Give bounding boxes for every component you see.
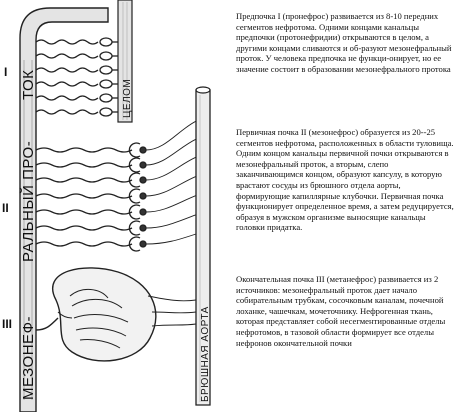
metanephros-description: Окончательная почка III (метанефрос) развивается из 2 источников: мезонефральный проток дает начало собирательным трубкам, сосочковым каналам, почечной лоханке, чашечкам, мочеточнику. Нефрогенная ткань, которая представляет собой несегментированные отделы нефротомов, в тазовой области формирует все отделы нефронов окончательной почки xyxy=(236,274,446,348)
aortic-vessel xyxy=(146,196,196,212)
duct-label-part-1: МЕЗОНЕФ- xyxy=(20,316,37,400)
nephrostome xyxy=(100,94,112,102)
pronephric-tubule xyxy=(36,82,98,86)
nephrostome xyxy=(100,108,112,116)
mesonephros-description: Первичная почка II (мезонефрос) образуется из 20--25 сегментов нефротома, расположенных в области туловища. Одним концом канальцы первичной почки открываются в мезонефральный проток, а вторым, слепо заканчивающимся концом, образуют капсулу, в которую врастают сосуды из брюшного отдела аорты, формирующие капиллярные клубочки. Первичная почка функционирует определенное время, а затем редуцируется, образуя в мужском организме выносящие канальцы головки придатка. xyxy=(236,127,454,233)
pronephros-description: Предпочка I (пронефрос) развивается из 8-10 передних сегментов нефротома. Одними концами канальцы предпочки (протонефридии) открываются в целом, а другими концами сливаются и об-разуют мезонефральный проток. У человека предпочка не функци-онирует, но ее значение состоит в образовании мезонефрального протока xyxy=(236,11,452,74)
stage-label-3: III xyxy=(2,317,13,331)
nephrostome xyxy=(100,80,112,88)
mesonephric-tubule xyxy=(36,148,132,152)
aorta-label: БРЮШНАЯ АОРТА xyxy=(200,306,211,402)
aortic-vessel xyxy=(146,234,196,244)
mesonephric-tubule xyxy=(36,210,132,214)
duct-label-part-3: ТОК xyxy=(20,69,37,100)
pronephric-tubule xyxy=(36,96,98,100)
glomerulus xyxy=(140,209,146,215)
mesonephric-tubule xyxy=(36,178,132,182)
stage-label-2: II xyxy=(2,201,9,215)
metanephros xyxy=(36,268,196,361)
glomerulus xyxy=(140,162,146,168)
mesonephros-tubules xyxy=(36,121,196,251)
mesonephric-tubule xyxy=(36,226,132,230)
glomerulus xyxy=(140,147,146,153)
metanephros-kidney xyxy=(53,268,156,361)
aortic-vessel xyxy=(146,157,196,180)
aortic-vessel xyxy=(146,215,196,228)
glomerulus xyxy=(140,193,146,199)
nephrostome xyxy=(100,66,112,74)
pronephric-tubule xyxy=(36,68,98,72)
glomerulus xyxy=(140,241,146,247)
pronephric-tubule xyxy=(36,110,98,114)
pronephric-tubule xyxy=(36,54,98,58)
coelom-label: ЦЕЛОМ xyxy=(122,78,133,118)
mesonephric-tubule xyxy=(36,163,132,167)
pronephros-tubules xyxy=(36,38,118,116)
mesonephric-tubule xyxy=(36,194,132,198)
aortic-vessel xyxy=(146,121,196,150)
stage-label-1: I xyxy=(4,65,8,79)
pronephric-tubule xyxy=(36,40,98,44)
nephrostome xyxy=(100,52,112,60)
mesonephric-tubule xyxy=(36,242,132,246)
glomerulus xyxy=(140,225,146,231)
nephrostome xyxy=(100,38,112,46)
glomerulus xyxy=(140,177,146,183)
duct-label-part-2: РАЛЬНЫЙ ПРО- xyxy=(20,140,37,262)
